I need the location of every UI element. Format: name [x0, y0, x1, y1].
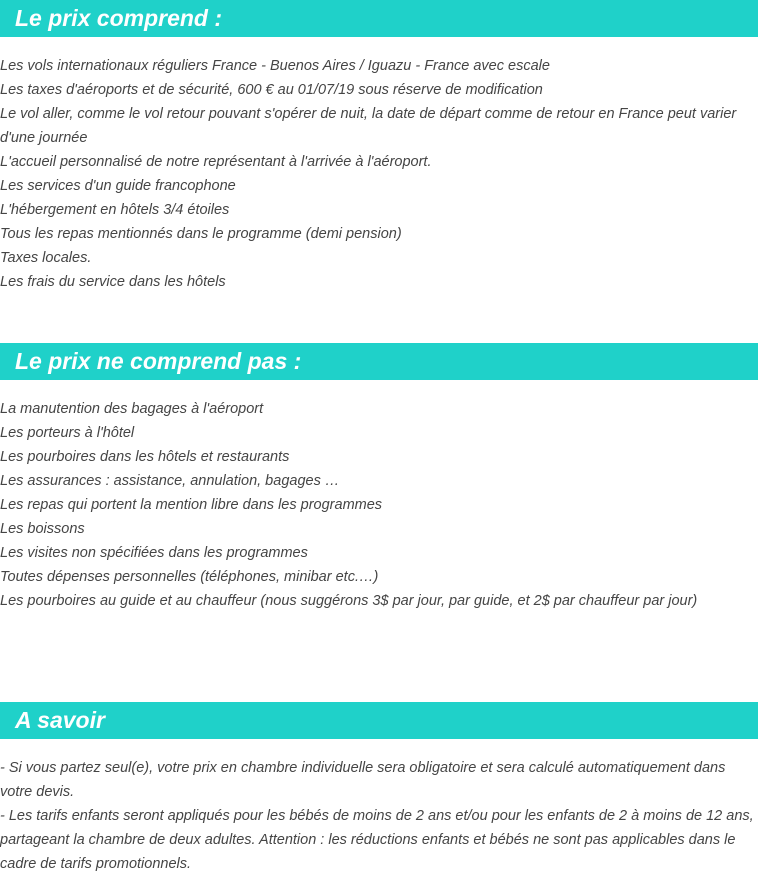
list-item: Les assurances : assistance, annulation, bagages … — [0, 473, 340, 489]
note-item: - Les tarifs enfants seront appliqués pour les bébés de moins de 2 ans et/ou pour les enfants de 2 à moins de 12 ans, partageant la chambre de deux adultes. Attention : les réductions enfants et bébés ne sont pas applicables dans le cadre de tarifs promotionnels. — [0, 808, 754, 872]
list-item: Les visites non spécifiées dans les programmes — [0, 545, 308, 561]
notes-section-header: A savoir — [0, 702, 758, 739]
excluded-list — [0, 397, 758, 613]
list-item: Les frais du service dans les hôtels — [0, 274, 226, 290]
list-item: Taxes locales. — [0, 250, 92, 266]
list-item: Les boissons — [0, 521, 85, 537]
list-item: La manutention des bagages à l'aéroport — [0, 401, 264, 417]
list-item: L'hébergement en hôtels 3/4 étoiles — [0, 202, 230, 218]
list-item: Tous les repas mentionnés dans le programme (demi pension) — [0, 226, 402, 242]
list-item: Les pourboires au guide et au chauffeur (nous suggérons 3$ par jour, par guide, et 2$ par chauffeur par jour) — [0, 593, 698, 609]
list-item: Les porteurs à l'hôtel — [0, 425, 135, 441]
included-section-header: Le prix comprend : — [0, 0, 758, 37]
included-list — [0, 54, 758, 294]
list-item: Les repas qui portent la mention libre dans les programmes — [0, 497, 383, 513]
list-item: Les vols internationaux réguliers France - Buenos Aires / Iguazu - France avec escale — [0, 58, 550, 74]
list-item: Le vol aller, comme le vol retour pouvant s'opérer de nuit, la date de départ comme de retour en France peut varier d'une journée — [0, 106, 737, 146]
list-item: Les pourboires dans les hôtels et restaurants — [0, 449, 290, 465]
list-item: Toutes dépenses personnelles (téléphones, minibar etc.…) — [0, 569, 379, 585]
list-item: Les taxes d'aéroports et de sécurité, 600 € au 01/07/19 sous réserve de modification — [0, 82, 543, 98]
list-item: Les services d'un guide francophone — [0, 178, 236, 194]
excluded-section-header: Le prix ne comprend pas : — [0, 343, 758, 380]
notes-list — [0, 756, 758, 876]
note-item: - Si vous partez seul(e), votre prix en chambre individuelle sera obligatoire et sera calculé automatiquement dans votre devis. — [0, 760, 726, 800]
list-item: L'accueil personnalisé de notre représentant à l'arrivée à l'aéroport. — [0, 154, 432, 170]
